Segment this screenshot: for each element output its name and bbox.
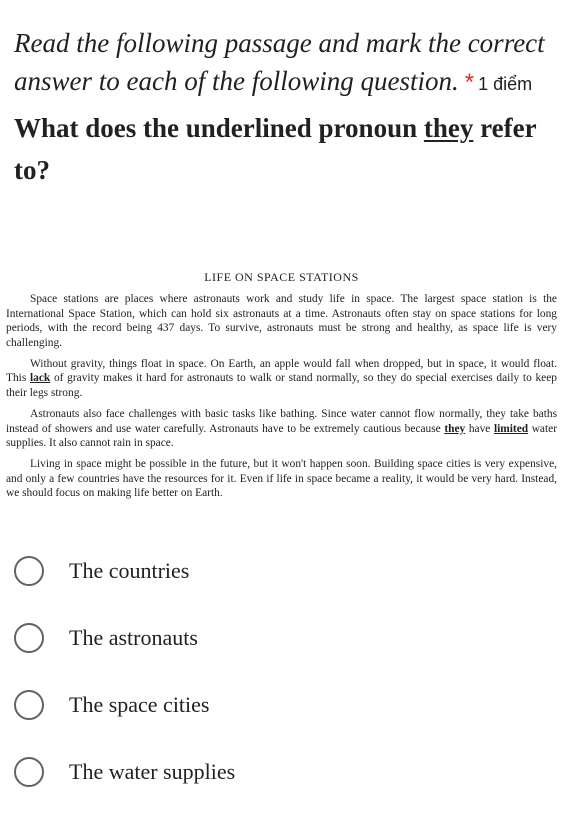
passage-paragraph-4: Living in space might be possible in the future, but it won't happen soon. Building space cities is very expensive, and only a few countries have the resources for it. Even if life in space became a reality, it would be very hard. Instead, we should focus on making life better on Earth. bbox=[6, 458, 557, 500]
option-label: The water supplies bbox=[69, 759, 236, 784]
underlined-pronoun: they bbox=[423, 113, 474, 143]
prompt-text: Read the following passage and mark the correct answer to each of the following question. bbox=[14, 28, 545, 96]
underlined-they: they bbox=[444, 422, 466, 435]
required-asterisk: * bbox=[464, 69, 475, 96]
question-header bbox=[14, 24, 562, 191]
passage-paragraph-1: Space stations are places where astronauts work and study life in space. The largest space station is the International Space Station, which can hold six astronauts at a time. Astronauts often stay on space stations for long periods, with the record being 437 days. To survive, astronauts must be strong and healthy, as space life is very challenging. bbox=[6, 293, 557, 349]
radio-button[interactable] bbox=[14, 690, 44, 720]
underlined-lack: lack bbox=[29, 372, 51, 385]
underlined-limited: limited bbox=[493, 422, 529, 435]
passage-paragraph-3: Astronauts also face challenges with basic tasks like bathing. Since water cannot flow normally, they take baths instead of showers and use water carefully. Astronauts have to be extremely cautious because they have limited water supplies. It also cannot rain in space. bbox=[6, 408, 558, 450]
passage-image bbox=[6, 270, 557, 508]
answer-options bbox=[14, 551, 554, 819]
passage-title: LIFE ON SPACE STATIONS bbox=[204, 270, 359, 284]
radio-button[interactable] bbox=[14, 623, 44, 653]
option-astronauts[interactable] bbox=[14, 618, 554, 658]
points-label: 1 điểm bbox=[478, 74, 533, 94]
radio-button[interactable] bbox=[14, 556, 44, 586]
question-prompt bbox=[14, 24, 562, 103]
option-label: The astronauts bbox=[69, 625, 198, 650]
option-label: The countries bbox=[69, 558, 190, 583]
option-countries[interactable] bbox=[14, 551, 554, 591]
option-label: The space cities bbox=[69, 692, 210, 717]
radio-button[interactable] bbox=[14, 757, 44, 787]
passage-paragraph-2: Without gravity, things float in space. On Earth, an apple would fall when dropped, but in space, it would float. This lack of gravity makes it hard for astronauts to walk or stand normally, so they do special exercises daily to keep their legs strong. bbox=[6, 358, 557, 399]
option-water-supplies[interactable] bbox=[14, 752, 554, 792]
question-title: What does the underlined pronoun they refer to? bbox=[14, 113, 537, 185]
option-space-cities[interactable] bbox=[14, 685, 554, 725]
